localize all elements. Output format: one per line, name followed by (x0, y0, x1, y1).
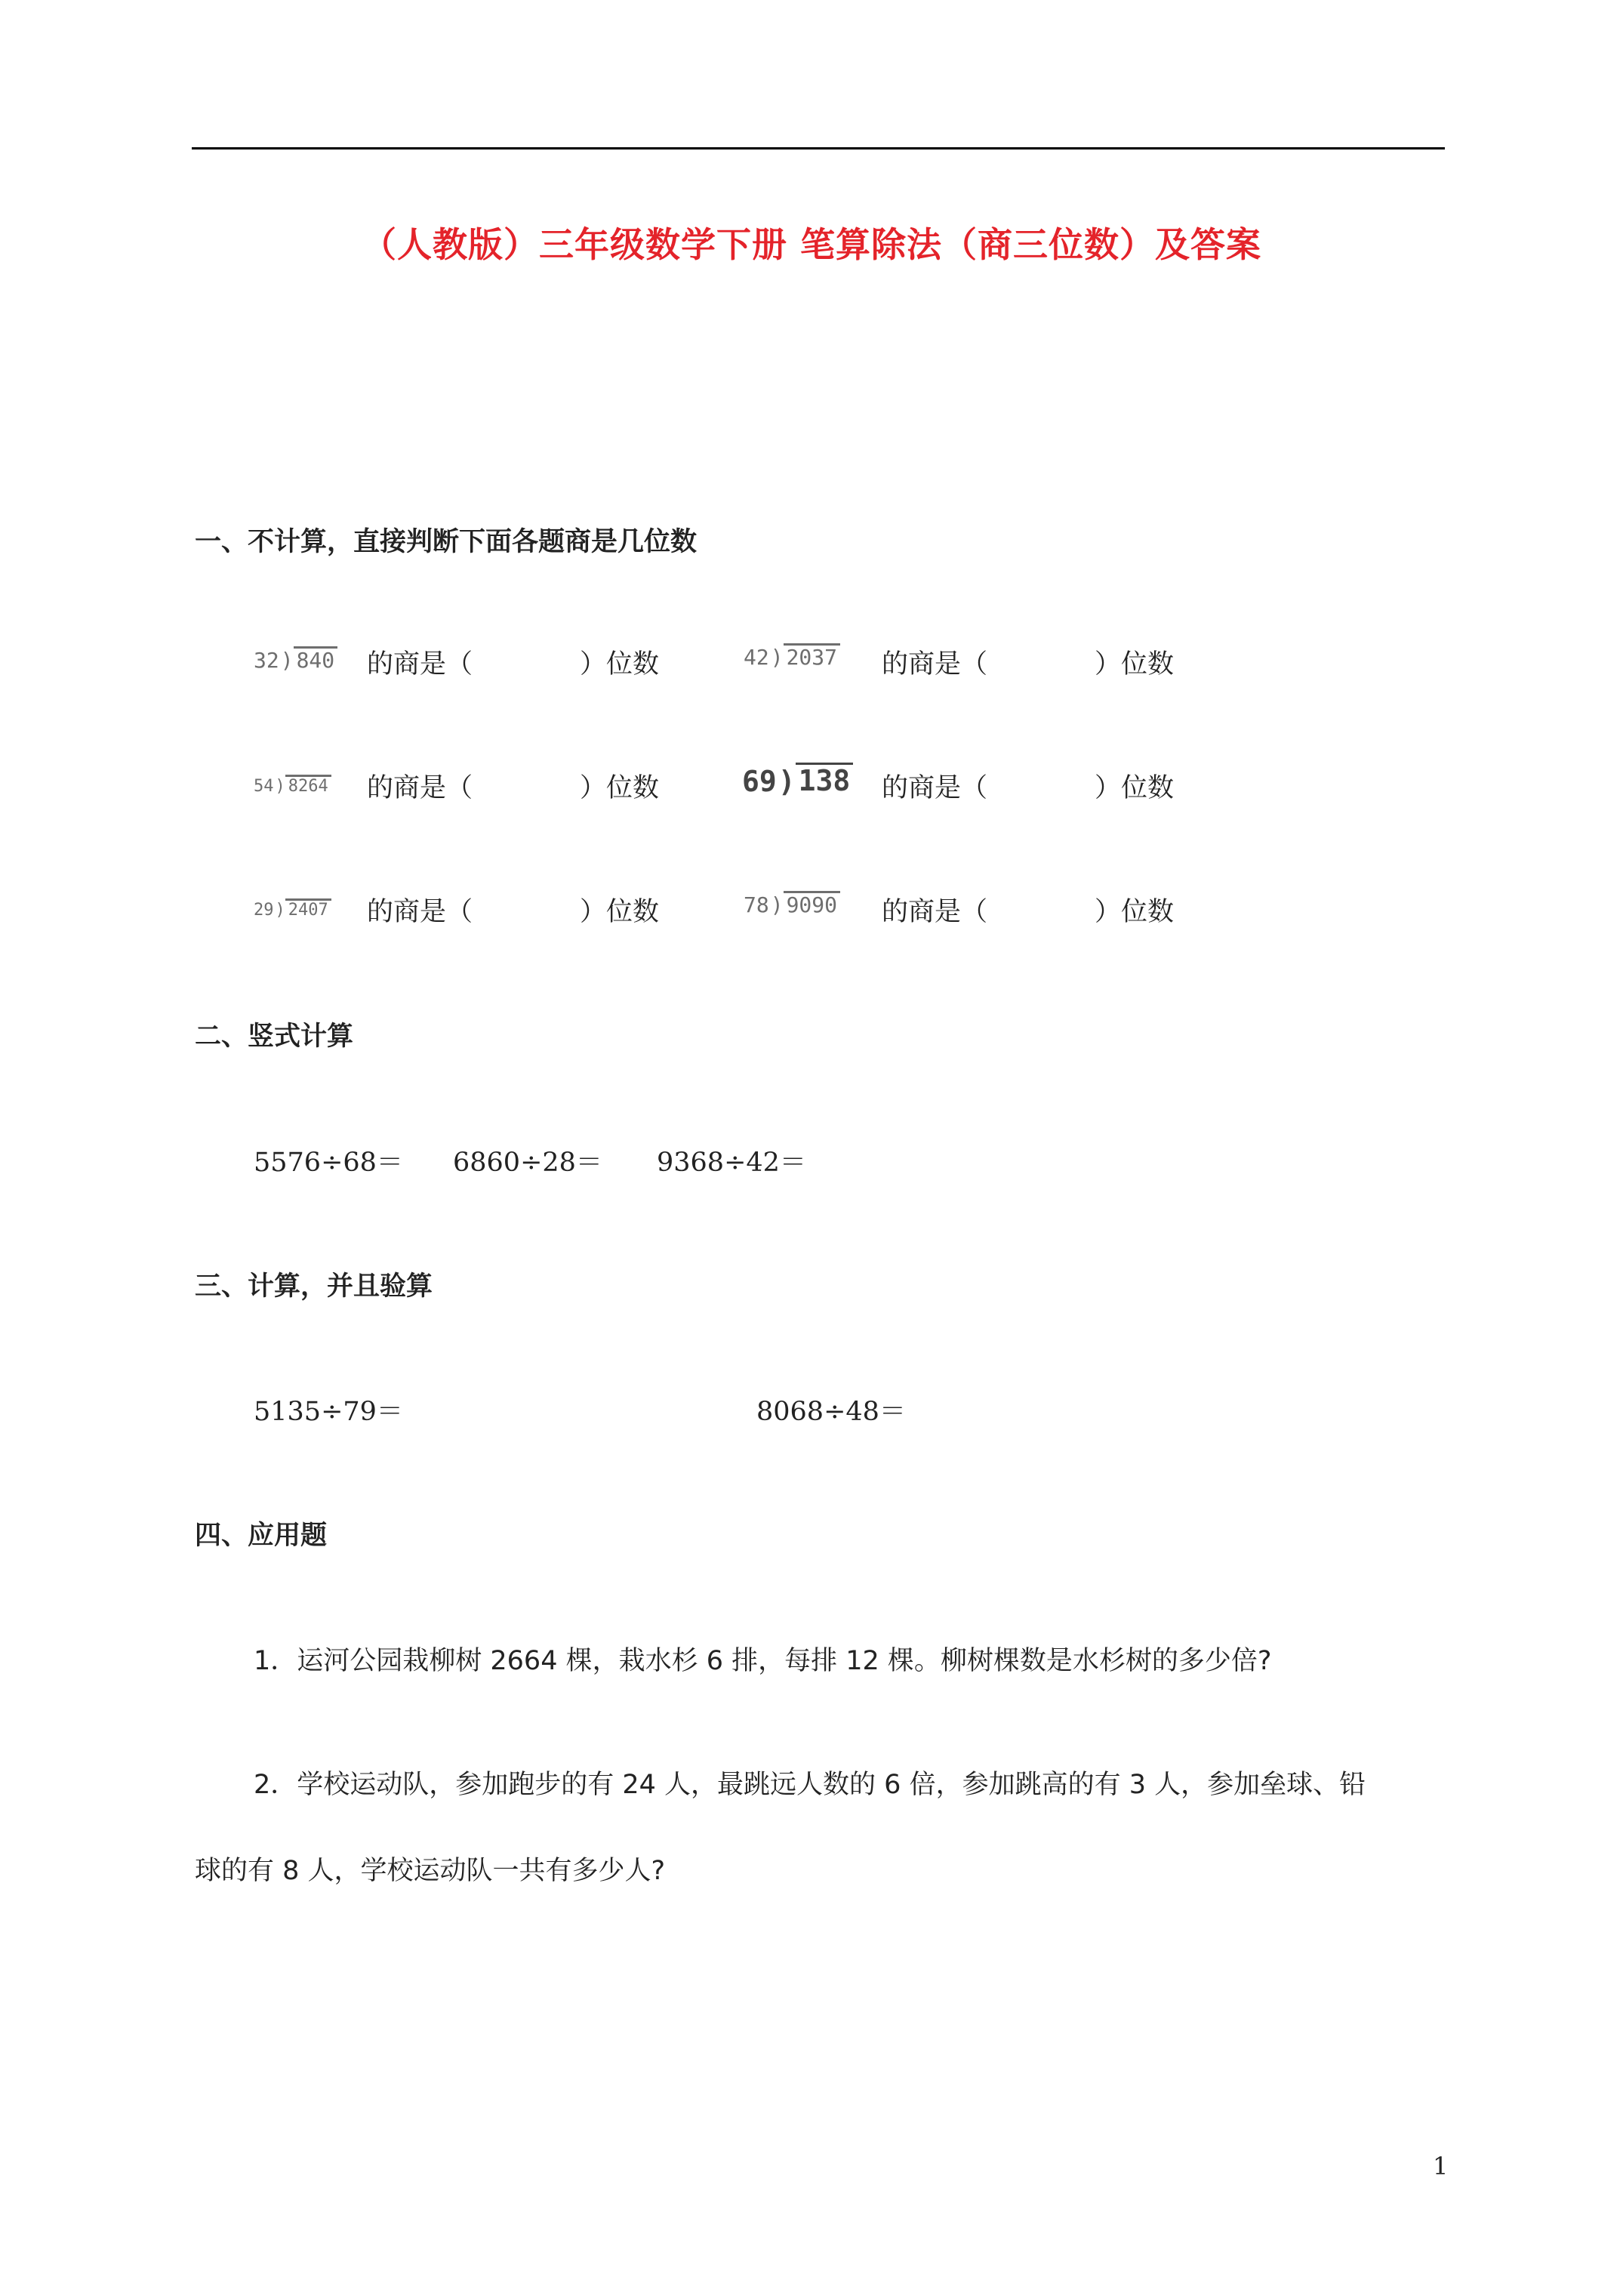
division-bracket-icon: ) (770, 892, 784, 918)
section-4-heading: 四、应用题 (195, 1521, 328, 1551)
long-division-3 (254, 775, 331, 796)
prompt-text: 的商是（ (367, 897, 473, 927)
answer-blank-2 (882, 643, 1174, 681)
answer-blank-4 (882, 767, 1174, 805)
unit-text: ）位数 (1095, 773, 1175, 803)
dividend: 9090 (784, 891, 840, 917)
dividend: 138 (796, 763, 854, 798)
check-calc-problem-2: 8068÷48＝ (756, 1397, 906, 1427)
divisor: 54 (254, 777, 274, 797)
dividend: 2037 (784, 643, 840, 670)
division-bracket-icon: ) (770, 645, 784, 670)
division-bracket-icon: ) (280, 648, 294, 673)
divisor: 78 (744, 892, 769, 918)
long-division-2 (744, 643, 840, 670)
long-division-6 (744, 891, 840, 917)
dividend: 2407 (285, 898, 331, 920)
dividend: 840 (294, 646, 338, 673)
header-rule (192, 147, 1445, 149)
long-division-5 (254, 898, 331, 920)
unit-text: ）位数 (580, 897, 660, 927)
vertical-calc-problem-2: 6860÷28＝ (453, 1148, 602, 1178)
vertical-calc-problem-1: 5576÷68＝ (254, 1148, 403, 1178)
divisor: 29 (254, 901, 274, 920)
page-number: 1 (1433, 2152, 1449, 2180)
prompt-text: 的商是（ (367, 649, 473, 680)
answer-blank-1 (367, 643, 659, 681)
vertical-calc-problem-3: 9368÷42＝ (657, 1148, 806, 1178)
unit-text: ）位数 (1095, 649, 1175, 680)
prompt-text: 的商是（ (882, 649, 988, 680)
word-problem-2-line-2: 球的有 8 人，学校运动队一共有多少人? (195, 1856, 666, 1886)
section-2-heading: 二、竖式计算 (195, 1022, 354, 1052)
division-bracket-icon: ) (275, 901, 285, 920)
word-problem-1: 1．运河公园栽柳树 2664 棵，栽水杉 6 排，每排 12 棵。柳树棵数是水杉树的多少倍? (254, 1646, 1272, 1676)
answer-blank-3 (367, 767, 659, 805)
unit-text: ）位数 (580, 649, 660, 680)
prompt-text: 的商是（ (882, 773, 988, 803)
division-bracket-icon: ) (275, 777, 285, 797)
section-3-heading: 三、计算，并且验算 (195, 1271, 433, 1302)
prompt-text: 的商是（ (882, 897, 988, 927)
long-division-4 (742, 763, 853, 798)
prompt-text: 的商是（ (367, 773, 473, 803)
answer-blank-6 (882, 891, 1174, 929)
divisor: 69 (742, 764, 777, 798)
dividend: 8264 (285, 775, 331, 796)
division-bracket-icon: ) (778, 764, 796, 798)
check-calc-problem-1: 5135÷79＝ (254, 1397, 403, 1427)
word-problem-2-line-1: 2．学校运动队，参加跑步的有 24 人，最跳远人数的 6 倍，参加跳高的有 3 人，参加垒球、铅 (254, 1770, 1366, 1800)
divisor: 42 (744, 645, 769, 670)
document-title: （人教版）三年级数学下册 笔算除法（商三位数）及答案 (361, 224, 1261, 265)
section-1-heading: 一、不计算，直接判断下面各题商是几位数 (195, 527, 698, 557)
divisor: 32 (254, 648, 279, 673)
unit-text: ）位数 (580, 773, 660, 803)
answer-blank-5 (367, 891, 659, 929)
long-division-1 (254, 646, 337, 673)
unit-text: ）位数 (1095, 897, 1175, 927)
